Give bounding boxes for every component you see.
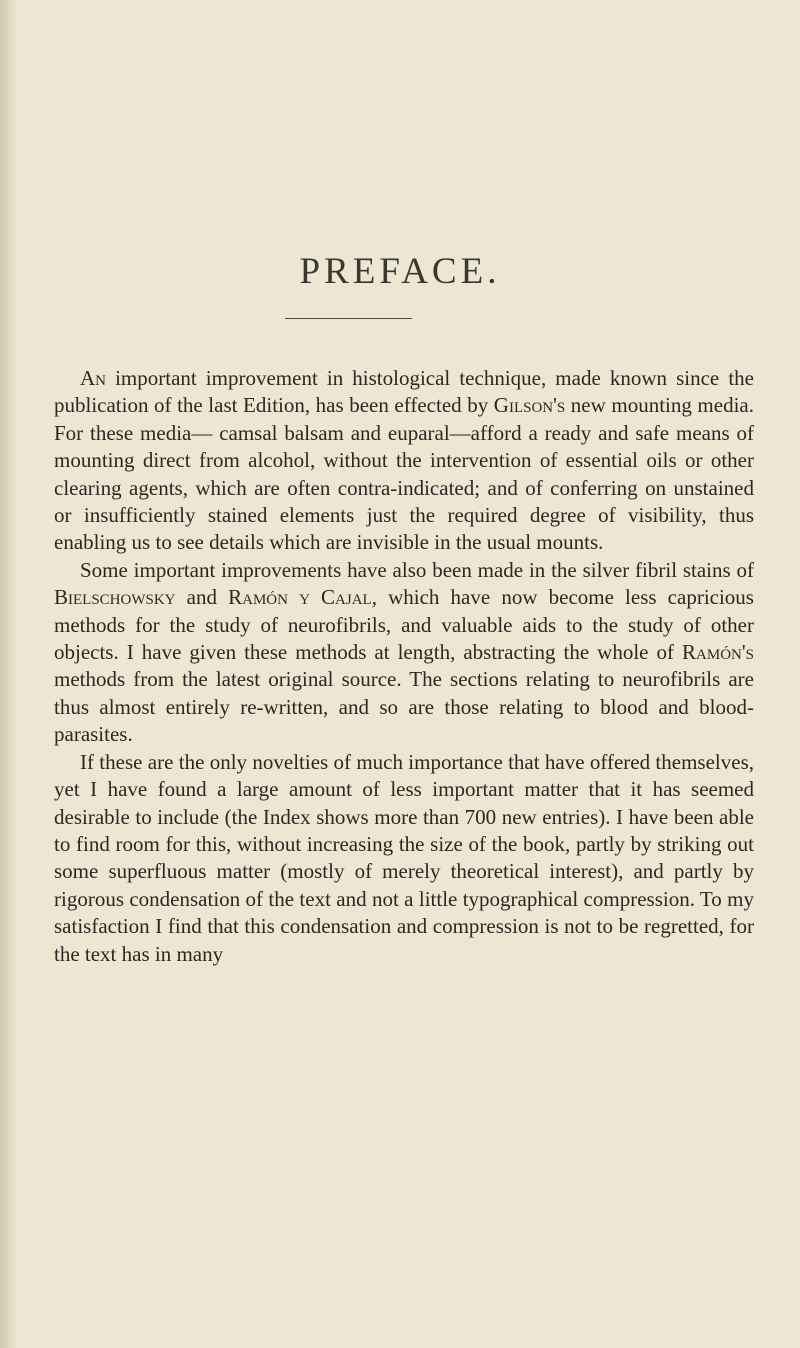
paragraph [54,365,754,557]
small-caps-name: Ramón y Cajal [228,585,372,610]
text-run: methods from the latest original source. The sections relating to neurofibrils are thus almost entirely re-written, and so are those relating to blood and blood-parasites. [54,667,754,747]
page-binding-shadow [0,0,18,1348]
small-caps-name: Ramón's [682,640,754,665]
title-rule [285,318,412,319]
small-caps-name: Bielschowsky [54,585,176,610]
text-run: new mounting media. For these media— camsal balsam and euparal—afford a ready and safe means of mounting direct from alcohol, without the intervention of essential oils or other clearing agents, which are often contra-indicated; and of conferring on unstained or insufficiently stained elements just the required degree of visibility, thus enabling us to see details which are invisible in the usual mounts. [54,393,754,555]
text-run: , which have now become less capricious methods for the study of neurofibrils, and valuable aids to the study of other objects. I have given these methods at length, abstracting the whole of [54,585,754,665]
text-run: Some important improvements have also been made in the silver fibril stains of [80,557,754,582]
text-run: If these are the only novelties of much importance that have offered themselves, yet I have found a large amount of less important matter that it has seemed desirable to include (the Index shows more than 700 new entries). I have been able to find room for this, without increasing the size of the book, partly by striking out some superfluous matter (mostly of merely theoretical interest), and partly by rigorous condensation of the text and not a little typographical compression. To my satisfaction I find that this condensation and compression is not to be regretted, for the text has in many [54,749,754,966]
preface-body [54,365,754,968]
paragraph [54,749,754,968]
small-caps-name: Gilson's [493,393,566,418]
paragraph [54,557,754,749]
page-title: PREFACE. [299,251,501,292]
text-run: and [175,585,229,610]
text-run: important improvement in histological technique, made known since the publication of the last Edition, has been effected by [54,366,754,418]
small-caps-name: An [80,366,106,390]
